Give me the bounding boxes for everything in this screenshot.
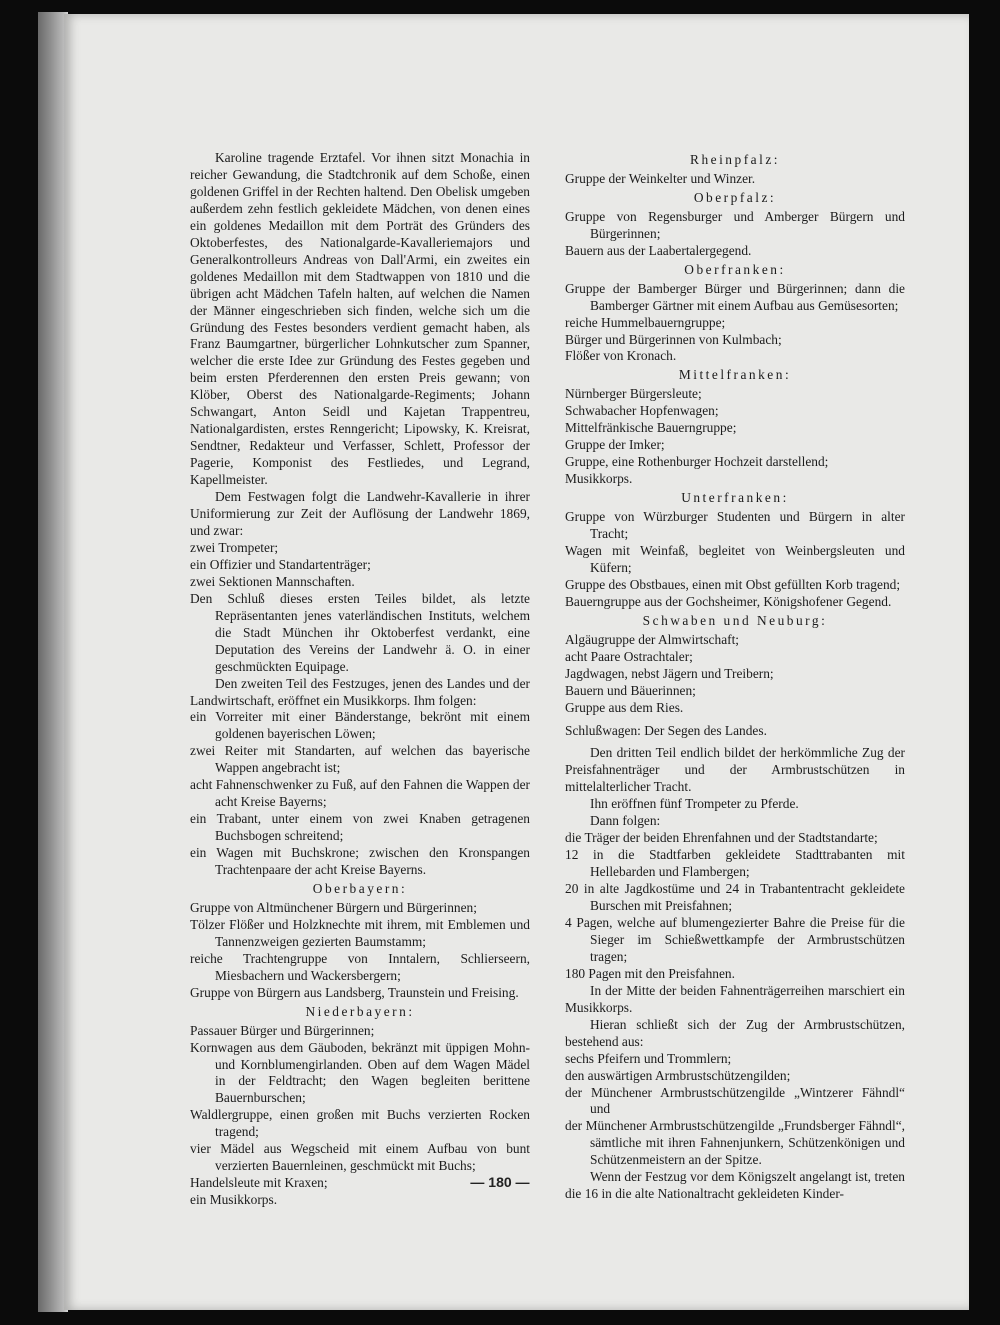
paragraph: der Münchener Armbrustschützengilde „Frundsberger Fähndl“, sämtliche mit ihren Fahnenjunkern, Schützenkönigen und Schützenmeistern an der Spitze. <box>565 1118 905 1168</box>
paragraph: Musikkorps. <box>565 471 633 487</box>
left-text-column <box>190 150 530 1209</box>
paragraph: die Träger der beiden Ehrenfahnen und der Stadtstandarte; <box>565 830 878 846</box>
paragraph: ein Musikkorps. <box>190 1192 278 1208</box>
paragraph: Handelsleute mit Kraxen; <box>190 1175 328 1191</box>
section-heading: Schwaben und Neuburg: <box>642 612 828 628</box>
paragraph: den auswärtigen Armbrustschützengilden; <box>565 1067 791 1083</box>
paragraph: Schwabacher Hopfenwagen; <box>565 403 719 419</box>
paragraph: Gruppe aus dem Ries. <box>565 699 684 715</box>
paragraph: Bauern und Bäuerinnen; <box>565 682 696 698</box>
paragraph: ein Offizier und Standartenträger; <box>190 556 371 572</box>
page-number: — 180 — <box>470 1174 530 1190</box>
paragraph: In der Mitte der beiden Fahnenträgerreihen marschiert ein Musikkorps. <box>565 982 905 1015</box>
paragraph: Den Schluß dieses ersten Teiles bildet, als letzte Repräsentanten jenes vaterländischen Instituts, welchem die Stadt München ihr Oktoberfest verdankt, eine Deputation des Vereins der Landwehr ä. O. in einer geschmückten Equipage. <box>190 590 530 674</box>
paragraph: Nürnberger Bürgersleute; <box>565 386 702 402</box>
paragraph: Jagdwagen, nebst Jägern und Treibern; <box>565 665 774 681</box>
paragraph: Tölzer Flößer und Holzknechte mit ihrem, mit Emblemen und Tannenzweigen gezierten Baumstamm; <box>190 916 530 949</box>
paragraph: Gruppe von Bürgern aus Landsberg, Traunstein und Freising. <box>190 984 519 1000</box>
paragraph: Wagen mit Weinfaß, begleitet von Weinbergsleuten und Küfern; <box>565 542 905 575</box>
right-text-column <box>565 150 905 1203</box>
paragraph: vier Mädel aus Wegscheid mit einem Aufbau von bunt verzierten Bauernleinen, geschmückt mit Buchs; <box>190 1141 530 1174</box>
paragraph: zwei Reiter mit Standarten, auf welchen das bayerische Wappen angebracht ist; <box>190 743 530 776</box>
paragraph: ein Trabant, unter einem von zwei Knaben getragenen Buchsbogen schreitend; <box>190 811 530 844</box>
paragraph: reiche Trachtengruppe von Inntalern, Schlierseern, Miesbachern und Wackersbergern; <box>190 950 530 983</box>
paragraph: 180 Pagen mit den Preisfahnen. <box>565 965 735 981</box>
paragraph: zwei Sektionen Mannschaften. <box>190 573 355 589</box>
paragraph: Flößer von Kronach. <box>565 348 677 364</box>
paragraph: 20 in alte Jagdkostüme und 24 in Trabantentracht gekleidete Burschen mit Preisfahnen; <box>565 881 905 914</box>
paragraph: Passauer Bürger und Bürgerinnen; <box>190 1022 375 1038</box>
paragraph: Den dritten Teil endlich bildet der herkömmliche Zug der Preisfahnenträger und der Armbrustschützen in mittelalterlicher Tracht. <box>565 745 905 795</box>
paragraph: Karoline tragende Erztafel. Vor ihnen sitzt Monachia in reicher Gewandung, die Stadtchronik auf dem Schoße, einen goldenen Griffel in der Rechten haltend. Den Obelisk umgeben außerdem zehn festlich gekleidete Mädchen, von denen eines ein goldenes Medaillon mit dem Porträt des Gründers des Oktoberfestes, des Nationalgarde-Kavalleriemajors und Generalkontrolleurs Andreas von Dall'Armi, ein zweites ein goldenes Medaillon mit dem Stadtwappen von 1810 und die übrigen acht Mädchen Tafeln halten, auf welchen die Namen der Männer eingeschrieben sich finden, welche sich um die Gründung des Festes besonders verdient gemacht haben, als Franz Baumgartner, bürgerlicher Lohnkutscher zum Spanner, welcher die erste Idee zur Gründung des Festes gegeben und beim ersten Pferderennen den ersten Preis gewann; von Klöber, Oberst des Nationalgarde-Regiments; Johann Schwangart, Anton Seidl und Kajetan Trappentreu, Nationalgardisten, erstes Renngericht; Lipowsky, K. Kreisrat, Sendtner, Redakteur und Verfasser, Schlett, Professor der Pagerie, Komponist des Festliedes, und Legrand, Kapellmeister. <box>190 150 530 488</box>
section-heading: Oberfranken: <box>684 261 786 277</box>
paragraph: Wenn der Festzug vor dem Königszelt angelangt ist, treten die 16 in die alte Nationaltracht gekleideten Kinder- <box>565 1169 905 1202</box>
paragraph: Gruppe von Würzburger Studenten und Bürgern in alter Tracht; <box>565 509 905 542</box>
paragraph: Algäugruppe der Almwirtschaft; <box>565 631 740 647</box>
paragraph: reiche Hummelbauerngruppe; <box>565 314 726 330</box>
paragraph: Bauerngruppe aus der Gochsheimer, Königshofener Gegend. <box>565 593 892 609</box>
paragraph: 4 Pagen, welche auf blumengezierter Bahre die Preise für die Sieger im Schießwettkampfe der Armbrustschützen tragen; <box>565 914 905 964</box>
paragraph: Waldlergruppe, einen großen mit Buchs verzierten Rocken tragend; <box>190 1107 530 1140</box>
paragraph: der Münchener Armbrustschützengilde „Wintzerer Fähndl“ und <box>565 1084 905 1117</box>
section-heading: Rheinpfalz: <box>690 152 780 167</box>
paragraph: acht Fahnenschwenker zu Fuß, auf den Fahnen die Wappen der acht Kreise Bayerns; <box>190 777 530 810</box>
paragraph: ein Vorreiter mit einer Bänderstange, bekrönt mit einem goldenen bayerischen Löwen; <box>190 709 530 742</box>
paragraph: Dann folgen: <box>590 813 661 829</box>
paragraph: Schlußwagen: Der Segen des Landes. <box>565 722 767 738</box>
paragraph: 12 in die Stadtfarben gekleidete Stadttrabanten mit Hellebarden und Flambergen; <box>565 847 905 880</box>
section-heading: Niederbayern: <box>305 1003 415 1019</box>
paragraph: Gruppe der Weinkelter und Winzer. <box>565 170 756 186</box>
paragraph: Gruppe von Regensburger und Amberger Bürgern und Bürgerinnen; <box>565 208 905 241</box>
paragraph: Ihn eröffnen fünf Trompeter zu Pferde. <box>590 796 799 812</box>
paragraph: sechs Pfeifern und Trommlern; <box>565 1050 732 1066</box>
paragraph: acht Paare Ostrachtaler; <box>565 648 693 664</box>
section-heading: Unterfranken: <box>681 490 789 506</box>
paragraph: Mittelfränkische Bauerngruppe; <box>565 420 737 436</box>
section-heading: Oberpfalz: <box>693 189 777 205</box>
paragraph: Gruppe der Bamberger Bürger und Bürgerinnen; dann die Bamberger Gärtner mit einem Aufbau aus Gemüsesorten; <box>565 280 905 313</box>
paragraph: ein Wagen mit Buchskrone; zwischen den Kronspangen Trachtenpaare der acht Kreise Bayerns. <box>190 845 530 878</box>
paragraph: Gruppe, eine Rothenburger Hochzeit darstellend; <box>565 454 829 470</box>
section-heading: Oberbayern: <box>312 880 408 896</box>
paragraph: Bauern aus der Laabertalergegend. <box>565 242 752 258</box>
paragraph: zwei Trompeter; <box>190 539 279 555</box>
paragraph: Hieran schließt sich der Zug der Armbrustschützen, bestehend aus: <box>565 1016 905 1049</box>
paragraph: Gruppe der Imker; <box>565 437 665 453</box>
paragraph: Den zweiten Teil des Festzuges, jenen des Landes und der Landwirtschaft, eröffnet ein Musikkorps. Ihm folgen: <box>190 675 530 708</box>
paragraph: Gruppe von Altmünchener Bürgern und Bürgerinnen; <box>190 899 477 915</box>
paragraph: Kornwagen aus dem Gäuboden, bekränzt mit üppigen Mohn- und Kornblumengirlanden. Oben auf dem Wagen Mädel in der Feldtracht; den Wagen begleiten berittene Bauernburschen; <box>190 1039 530 1106</box>
paragraph: Bürger und Bürgerinnen von Kulmbach; <box>565 331 782 347</box>
section-heading: Mittelfranken: <box>678 367 792 383</box>
paragraph: Gruppe des Obstbaues, einen mit Obst gefüllten Korb tragend; <box>565 576 901 592</box>
paragraph: Dem Festwagen folgt die Landwehr-Kavallerie in ihrer Uniformierung zur Zeit der Auflösung der Landwehr 1869, und zwar: <box>190 489 530 538</box>
